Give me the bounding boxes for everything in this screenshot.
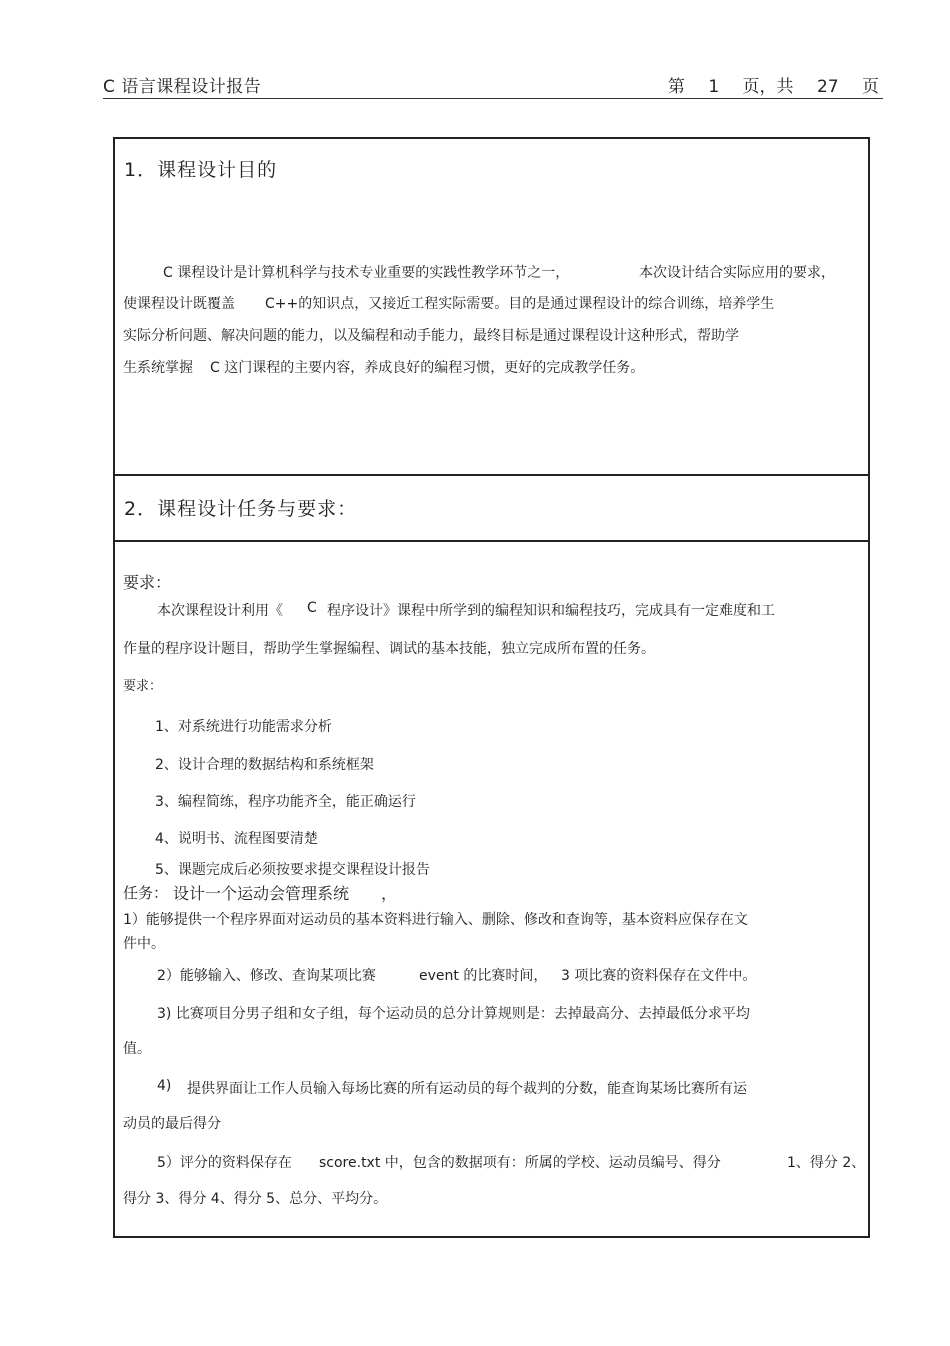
- intro-text: C: [307, 600, 317, 616]
- intro-text: 作量的程序设计题目，帮助学生掌握编程、调试的基本技能，独立完成所布置的任务。: [123, 641, 655, 657]
- page-header: [103, 70, 883, 99]
- paragraph-line: 生系统掌握: [123, 360, 193, 376]
- task-item: 值。: [123, 1041, 151, 1057]
- intro-text: 本次课程设计利用《: [157, 603, 283, 619]
- task-item: event 的比赛时间，: [419, 968, 548, 984]
- task-item: 件中。: [123, 936, 165, 952]
- requirements-label: 要求：: [123, 679, 163, 694]
- list-item: 4、说明书、流程图要清楚: [155, 831, 318, 847]
- list-item: 5、课题完成后必须按要求提交课程设计报告: [155, 862, 430, 878]
- task-item: 4): [157, 1078, 172, 1094]
- requirements-heading: 要求：: [123, 573, 172, 592]
- page-total: 27: [816, 77, 839, 97]
- task-item: 1、得分 2、: [787, 1155, 866, 1171]
- page-suffix: 页: [862, 77, 879, 97]
- page-mid: 页，共: [742, 77, 794, 97]
- section-task-heading-box: [113, 474, 870, 542]
- task-item: 5）评分的资料保存在: [157, 1155, 292, 1171]
- task-item: 3 项比赛的资料保存在文件中。: [561, 968, 757, 984]
- task-title: 设计一个运动会管理系统: [173, 884, 350, 903]
- page-prefix: 第: [667, 77, 685, 97]
- paragraph-line: C 这门课程的主要内容，养成良好的编程习惯，更好的完成教学任务。: [210, 360, 645, 376]
- task-item: 2）能够输入、修改、查询某项比赛: [157, 968, 376, 984]
- page-number: 1: [708, 77, 720, 97]
- paragraph-line: 实际分析问题、解决问题的能力，以及编程和动手能力，最终目标是通过课程设计这种形式，帮助学: [123, 328, 739, 344]
- page-indicator: [668, 72, 879, 97]
- task-label: 任务：: [123, 884, 169, 902]
- paragraph-line: 使课程设计既覆盖: [123, 296, 235, 312]
- paragraph-line: C++的知识点，又接近工程实际需要。目的是通过课程设计的综合训练，培养学生: [265, 296, 775, 312]
- list-item: 2、设计合理的数据结构和系统框架: [155, 757, 374, 773]
- paragraph-line: C 课程设计是计算机科学与技术专业重要的实践性教学环节之一，: [163, 265, 570, 281]
- task-title-comma: ，: [381, 884, 398, 903]
- section-heading: 1．课程设计目的: [124, 159, 278, 181]
- task-item: 3) 比赛项目分男子组和女子组，每个运动员的总分计算规则是：去掉最高分、去掉最低分求平均: [157, 1006, 750, 1022]
- task-item: 提供界面让工作人员输入每场比赛的所有运动员的每个裁判的分数，能查询某场比赛所有运: [187, 1081, 747, 1097]
- section-task-body: [113, 540, 870, 1238]
- list-item: 3、编程简练，程序功能齐全，能正确运行: [155, 794, 416, 810]
- task-item: 1）能够提供一个程序界面对运动员的基本资料进行输入、删除、修改和查询等，基本资料应保存在文: [123, 912, 748, 928]
- document-title: C 语言课程设计报告: [103, 77, 262, 97]
- section-purpose: [113, 137, 870, 476]
- task-item: score.txt 中，包含的数据项有：所属的学校、运动员编号、得分: [319, 1155, 721, 1171]
- section-heading: 2．课程设计任务与要求：: [124, 498, 358, 520]
- list-item: 1、对系统进行功能需求分析: [155, 719, 332, 735]
- task-item: 动员的最后得分: [123, 1116, 221, 1132]
- paragraph-line: 本次设计结合实际应用的要求，: [639, 265, 835, 281]
- task-item: 得分 3、得分 4、得分 5、总分、平均分。: [123, 1191, 388, 1207]
- intro-text: 程序设计》课程中所学到的编程知识和编程技巧，完成具有一定难度和工: [327, 603, 775, 619]
